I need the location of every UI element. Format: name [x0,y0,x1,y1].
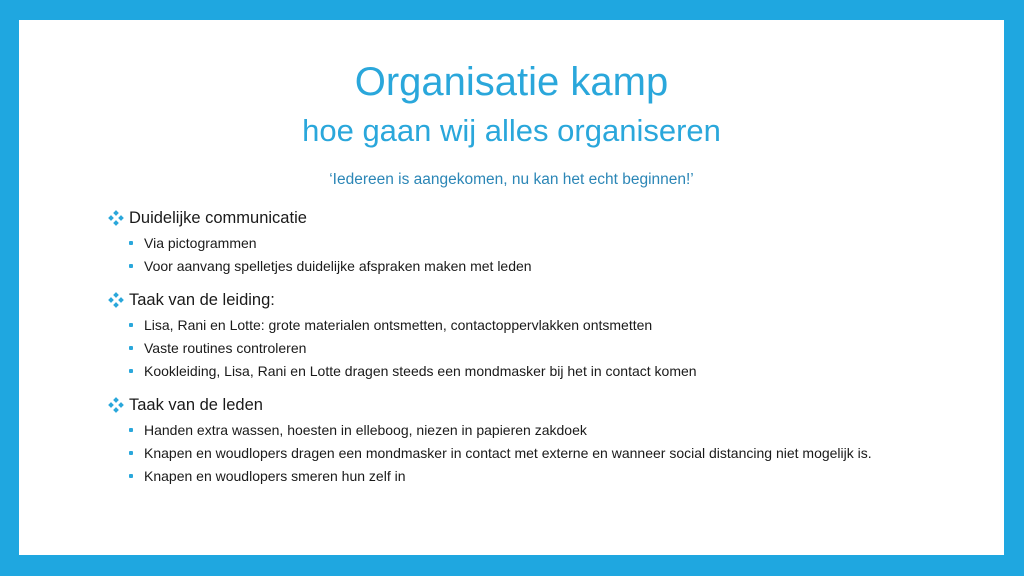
section-heading-label: Taak van de leden [129,396,263,414]
square-bullet-icon [129,346,133,350]
section-heading [109,394,929,416]
square-bullet-icon [129,323,133,327]
quote-text: ‘Iedereen is aangekomen, nu kan het echt beginnen!’ [329,171,694,188]
slide-subtitle: hoe gaan wij alles organiseren [302,113,721,148]
list-item-text: Lisa, Rani en Lotte: grote materialen ontsmetten, contactoppervlakken ontsmetten [144,317,653,333]
sub-list [109,316,929,380]
square-bullet-icon [129,474,133,478]
list-item-text: Voor aanvang spelletjes duidelijke afspraken maken met leden [144,258,532,274]
list-item-text: Handen extra wassen, hoesten in elleboog, niezen in papieren zakdoek [144,422,587,438]
list-item [129,467,929,485]
section-heading-label: Duidelijke communicatie [129,209,307,227]
list-item [129,339,929,357]
sub-list [109,421,929,485]
diamond-bullet-icon [109,211,123,225]
list-item [129,362,929,380]
section-communicatie [109,207,929,275]
list-item-text: Kookleiding, Lisa, Rani en Lotte dragen steeds een mondmasker bij het in contact komen [144,363,697,379]
section-heading [109,207,929,229]
sub-list [109,234,929,275]
list-item [129,421,929,439]
list-item-text: Vaste routines controleren [144,340,307,356]
list-item [129,444,929,462]
list-item [129,316,929,334]
slide [19,20,1004,555]
list-item [129,257,929,275]
square-bullet-icon [129,241,133,245]
section-leden [109,394,929,485]
square-bullet-icon [129,428,133,432]
list-item [129,234,929,252]
slide-title: Organisatie kamp [354,60,669,104]
square-bullet-icon [129,369,133,373]
diamond-bullet-icon [109,293,123,307]
section-heading [109,289,929,311]
list-item-text: Via pictogrammen [144,235,257,251]
list-item-text: Knapen en woudlopers dragen een mondmasker in contact met externe en wanneer social distancing niet mogelijk is. [144,445,872,461]
square-bullet-icon [129,264,133,268]
bullet-content [109,207,929,499]
diamond-bullet-icon [109,398,123,412]
list-item-text: Knapen en woudlopers smeren hun zelf in [144,468,406,484]
square-bullet-icon [129,451,133,455]
section-heading-label: Taak van de leiding: [129,291,275,309]
section-leiding [109,289,929,380]
